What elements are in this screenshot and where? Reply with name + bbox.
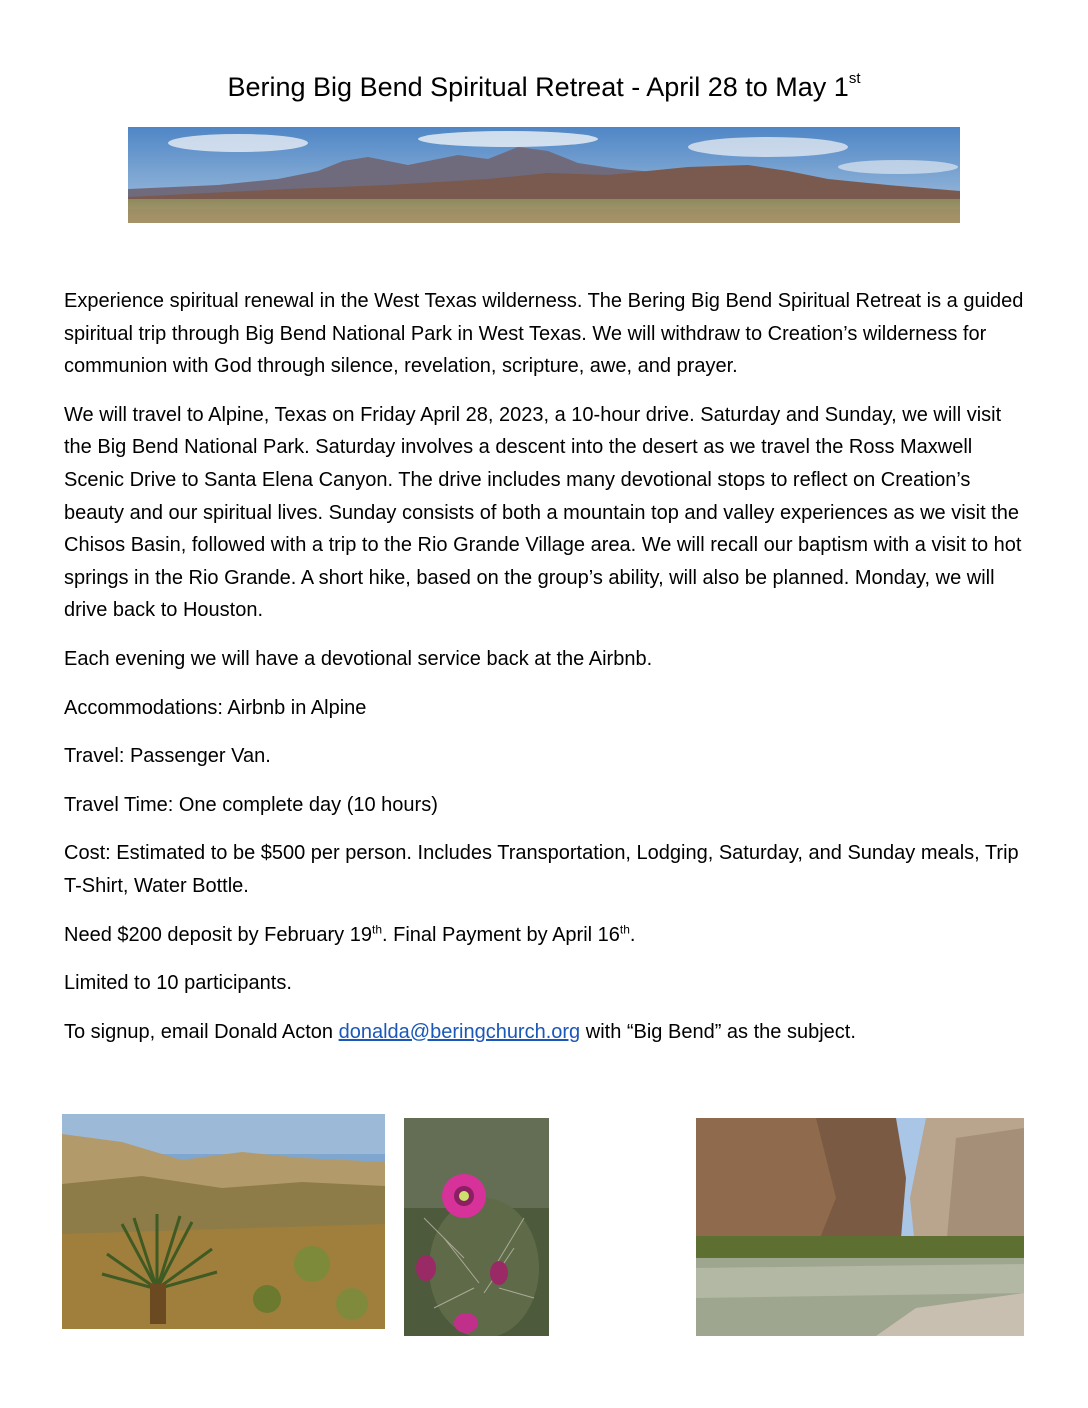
accommodations-line: Accommodations: Airbnb in Alpine [64, 696, 367, 719]
banner-landscape-image [128, 127, 960, 223]
travel-time-line: Travel Time: One complete day (10 hours) [64, 793, 438, 816]
evening-paragraph: Each evening we will have a devotional service back at the Airbnb. [64, 647, 653, 670]
itinerary-paragraph: We will travel to Alpine, Texas on Friday April 28, 2023, a 10-hour drive. Saturday and Sunday, we will visit the Big Bend National Park. Saturday involves a descent into the desert as we travel the Ross Maxwell Scenic Drive to Santa Elena Canyon. The drive includes many devotional stops to reflect on Creation’s beauty and our spiritual lives. Sunday consists of both a mountain top and valley experiences as we visit the Chisos Basin, followed with a trip to the Rio Grande Village area. We will recall our baptism with a visit to hot springs in the Rio Grande. A short hike, based on the group’s ability, will also be planned. Monday, we will drive back to Houston. [64, 403, 1022, 622]
cactus-flower-photo [404, 1118, 549, 1336]
page-title: Bering Big Bend Spiritual Retreat - April 28 to May 1st [227, 70, 861, 102]
limit-line: Limited to 10 participants. [64, 972, 292, 995]
canyon-river-photo [696, 1118, 1024, 1336]
body-text [64, 285, 1030, 1064]
yucca-desert-photo [62, 1114, 385, 1329]
cost-paragraph: Cost: Estimated to be $500 per person. Includes Transportation, Lodging, Saturday, and Sunday meals, Trip T-Shirt, Water Bottle. [64, 842, 1019, 897]
signup-line: To signup, email Donald Acton donalda@beringchurch.org with “Big Bend” as the subject. [64, 1020, 856, 1043]
email-link[interactable]: donalda@beringchurch.org [338, 1020, 581, 1043]
deposit-line: Need $200 deposit by February 19th. Final Payment by April 16th. [64, 921, 636, 946]
travel-line: Travel: Passenger Van. [64, 745, 271, 768]
intro-paragraph: Experience spiritual renewal in the West Texas wilderness. The Bering Big Bend Spiritual Retreat is a guided spiritual trip through Big Bend National Park in West Texas. We will withdraw to Creation’s wilderness for communion with God through silence, revelation, scripture, awe, and prayer. [64, 290, 1024, 378]
